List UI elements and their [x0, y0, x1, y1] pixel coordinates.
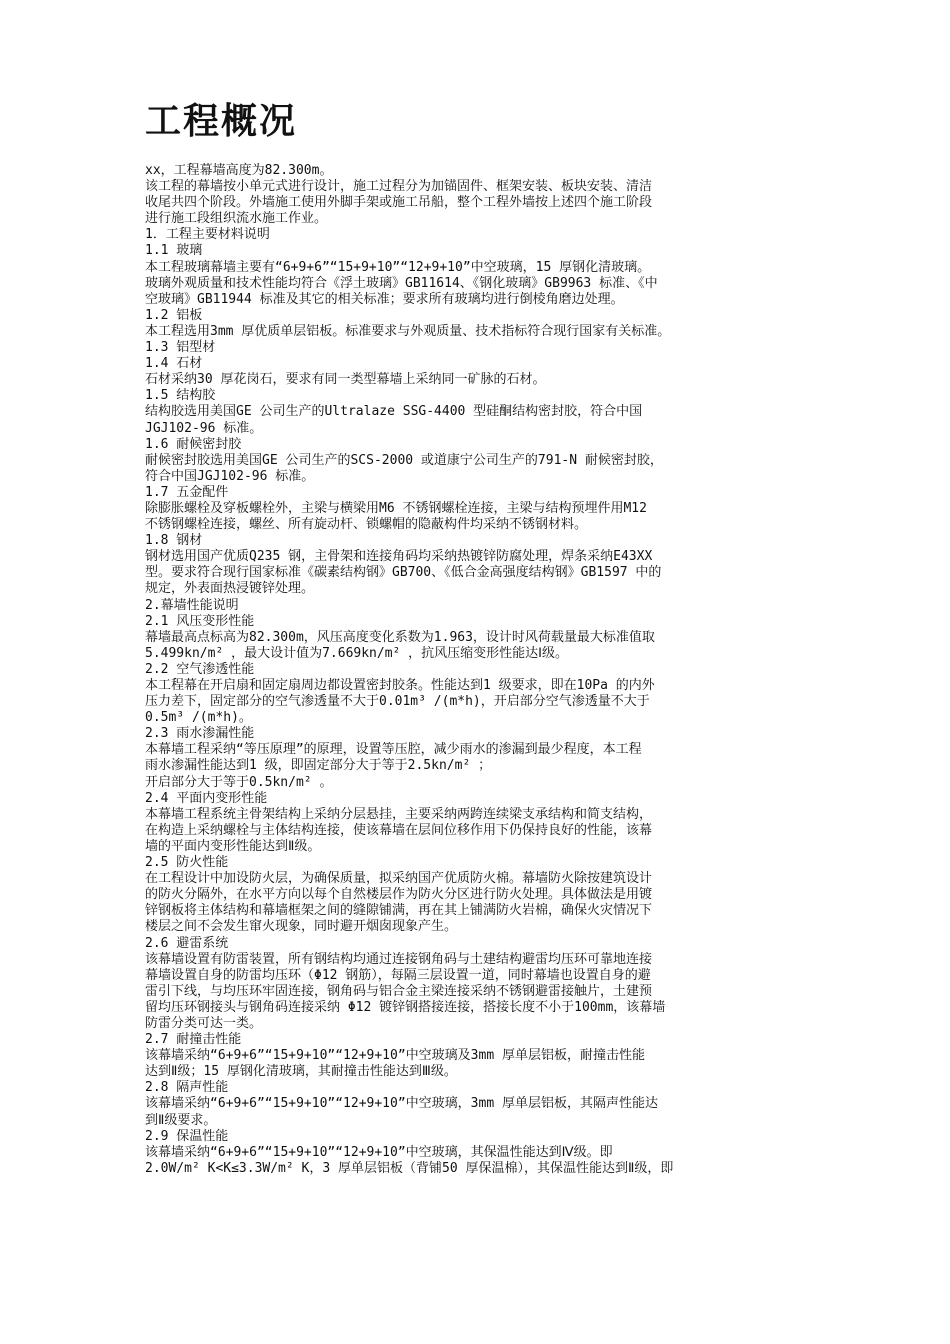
text-line: 雨水渗漏性能达到1 级，即固定部分大于等于2.5kn/m² ；	[145, 758, 492, 774]
text-line: 墙的平面内变形性能达到Ⅱ级。	[145, 838, 321, 854]
text-line: 2.4 平面内变形性能	[145, 790, 268, 806]
text-line: 2.幕墙性能说明	[145, 597, 239, 613]
text-line: 该幕墙采纳“6+9+6”“15+9+10”“12+9+10”中空玻璃，3mm 厚单层铝板，其隔声性能达	[145, 1096, 658, 1112]
text-line: 1.1 玻璃	[145, 243, 203, 259]
text-line: 雷引下线，与均压环牢固连接，钢角码与铝合金主梁连接采纳不锈钢避雷接触片，土建预	[145, 983, 653, 999]
text-line: 1.6 耐候密封胶	[145, 436, 242, 452]
text-line: 2.5 防火性能	[145, 855, 229, 871]
text-line: 本工程幕在开启扇和固定扇周边都设置密封胶条。性能达到1 级要求，即在10Pa 的内外	[145, 678, 655, 693]
page-title: 工程概况	[145, 101, 298, 142]
text-line: JGJ102-96 标准。	[145, 420, 263, 436]
text-line: 玻璃外观质量和技术性能均符合《浮土玻璃》GB11614、《钢化玻璃》GB9963 标准、《中	[145, 275, 658, 291]
text-line: 2.9 保温性能	[145, 1128, 229, 1144]
text-line: 防雷分类可达一类。	[145, 1015, 263, 1031]
text-line: 2.1 风压变形性能	[145, 613, 255, 629]
text-line: 本幕墙工程系统主骨架结构上采纳分层悬挂，主要采纳两跨连续梁支承结构和简支结构，	[145, 806, 653, 822]
text-line: 结构胶选用美国GE 公司生产的Ultralaze SSG-4400 型硅酮结构密封胶，符合中国	[145, 404, 643, 420]
text-line: 压力差下，固定部分的空气渗透量不大于0.01m³ /(m*h)，开启部分空气渗透量不大于	[145, 694, 650, 710]
text-line: 除膨胀螺栓及穿板螺栓外，主梁与横梁用M6 不锈钢螺栓连接，主梁与结构预埋件用M12	[145, 500, 647, 516]
text-line: 到Ⅱ级要求。	[145, 1112, 217, 1128]
text-line: 本幕墙工程采纳“等压原理”的原理，设置等压腔，减少雨水的渗漏到最少程度，本工程	[145, 742, 642, 758]
text-line: 石材采纳30 厚花岗石，要求有同一类型幕墙上采纳同一矿脉的石材。	[145, 372, 546, 388]
text-line: 不锈钢螺栓连接，螺丝、所有旋动杆、锁螺帽的隐蔽构件均采纳不锈钢材料。	[145, 517, 588, 533]
text-line: 进行施工段组织流水施工作业。	[145, 211, 328, 227]
text-line: 留均压环钢接头与钢角码连接采纳 Φ12 镀锌钢搭接连接，搭接长度不小于100mm，该幕墙	[145, 999, 666, 1015]
text-line: 该幕墙采纳“6+9+6”“15+9+10”“12+9+10”中空玻璃，其保温性能达到Ⅳ级。即	[145, 1144, 613, 1160]
text-line: 1．工程主要材料说明	[145, 227, 270, 243]
text-line: 耐候密封胶选用美国GE 公司生产的SCS-2000 或道康宁公司生产的791-N 耐候密封胶，	[145, 452, 663, 468]
text-line: 在工程设计中加设防火层，为确保质量，拟采纳国产优质防火棉。幕墙防火除按建筑设计	[145, 871, 653, 887]
text-line: 楼层之间不会发生窜火现象，同时避开烟囱现象产生。	[145, 919, 458, 935]
text-line: 1.2 铝板	[145, 307, 203, 323]
text-line: 0.5m³ /(m*h)。	[145, 710, 252, 726]
text-line: 幕墙最高点标高为82.300m，风压高度变化系数为1.963，设计时风荷载量最大标准值取	[145, 629, 655, 645]
text-line: 2.0W/m² K<K≤3.3W/m² K，3 厚单层铝板（背铺50 厚保温棉），其保温性能达到Ⅱ级，即	[145, 1160, 674, 1176]
text-line: 达到Ⅱ级；15 厚钢化清玻璃，其耐撞击性能达到Ⅲ级。	[145, 1064, 457, 1080]
text-line: 2.6 避雷系统	[145, 935, 229, 951]
text-line: 2.7 耐撞击性能	[145, 1032, 242, 1048]
text-line: 锌钢板将主体结构和幕墙框架之间的缝隙铺满，再在其上铺满防火岩棉，确保火灾情况下	[145, 903, 653, 919]
text-line: 开启部分大于等于0.5kn/m² 。	[145, 774, 333, 790]
text-line: 2.8 隔声性能	[145, 1080, 229, 1096]
text-line: 本工程选用3mm 厚优质单层铝板。标准要求与外观质量、技术指标符合现行国家有关标准。	[145, 323, 671, 339]
text-line: 1.7 五金配件	[145, 484, 229, 500]
text-line: 规定，外表面热浸镀锌处理。	[145, 581, 315, 597]
text-line: 1.5 结构胶	[145, 388, 216, 404]
text-line: 的防火分隔外，在水平方向以每个自然楼层作为防火分区进行防火处理。具体做法是用镀	[145, 887, 653, 903]
text-line: 该幕墙设置有防雷装置，所有钢结构均通过连接钢角码与土建结构避雷均压环可靠地连接	[145, 951, 653, 967]
text-line: 符合中国JGJ102-96 标准。	[145, 468, 315, 484]
text-line: 钢材选用国产优质Q235 钢，主骨架和连接角码均采纳热镀锌防腐处理，焊条采纳E43XX	[145, 549, 653, 565]
text-line: 1.3 铝型材	[145, 340, 216, 356]
text-line: xx，工程幕墙高度为82.300m。	[145, 163, 333, 178]
text-line: 1.8 钢材	[145, 533, 203, 549]
text-line: 1.4 石材	[145, 356, 203, 372]
text-line: 幕墙设置自身的防雷均压环（Φ12 钢筋），每隔三层设置一道，同时幕墙也设置自身的避	[145, 967, 651, 983]
text-line: 2.3 雨水渗漏性能	[145, 726, 255, 742]
text-line: 5.499kn/m² ，最大设计值为7.669kn/m² ，抗风压缩变形性能达Ⅰ级。	[145, 645, 569, 661]
text-line: 收尾共四个阶段。外墙施工使用外脚手架或施工吊船，整个工程外墙按上述四个施工阶段	[145, 195, 653, 211]
text-line: 该幕墙采纳“6+9+6”“15+9+10”“12+9+10”中空玻璃及3mm 厚单层铝板，耐撞击性能	[145, 1048, 645, 1064]
text-line: 在构造上采纳螺栓与主体结构连接，使该幕墙在层间位移作用下仍保持良好的性能，该幕	[145, 822, 653, 838]
text-line: 空玻璃》GB11944 标准及其它的相关标准；要求所有玻璃均进行倒棱角磨边处理。	[145, 291, 624, 307]
document-body	[145, 163, 810, 1177]
text-line: 该工程的幕墙按小单元式进行设计，施工过程分为加锚固件、框架安装、板块安装、清洁	[145, 179, 653, 195]
text-line: 型。要求符合现行国家标准《碳素结构钢》GB700、《低合金高强度结构钢》GB1597 中的	[145, 565, 662, 581]
text-line: 2.2 空气渗透性能	[145, 661, 255, 677]
text-line: 本工程玻璃幕墙主要有“6+9+6”“15+9+10”“12+9+10”中空玻璃，15 厚钢化清玻璃。	[145, 259, 651, 275]
